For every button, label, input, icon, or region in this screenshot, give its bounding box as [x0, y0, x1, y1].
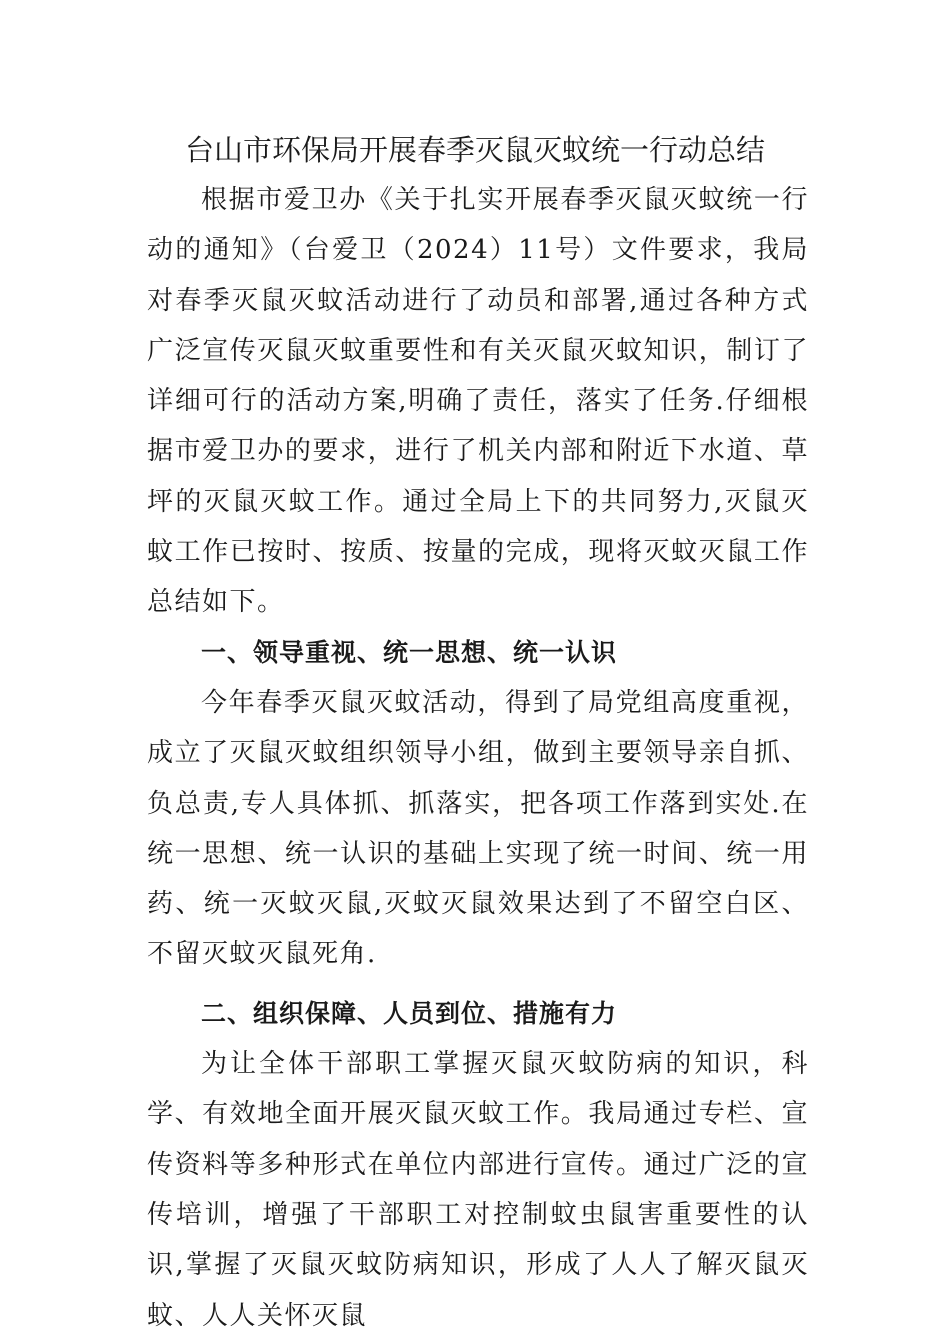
intro-paragraph: 根据市爱卫办《关于扎实开展春季灭鼠灭蚊统一行动的通知》（台爱卫（2024）11号）文件要求，我局对春季灭鼠灭蚊活动进行了动员和部署,通过各种方式广泛宣传灭鼠灭蚊重要性和有关灭鼠灭蚊知识，制订了详细可行的活动方案,明确了责任，落实了任务.仔细根据市爱卫办的要求，进行了机关内部和附近下水道、草坪的灭鼠灭蚊工作。通过全局上下的共同努力,灭鼠灭蚊工作已按时、按质、按量的完成，现将灭蚊灭鼠工作总结如下。 [147, 185, 809, 618]
document-body [147, 175, 809, 1341]
section-body-organization: 为让全体干部职工掌握灭鼠灭蚊防病的知识，科学、有效地全面开展灭鼠灭蚊工作。我局通过专栏、宣传资料等多种形式在单位内部进行宣传。通过广泛的宣传培训，增强了干部职工对控制蚊虫鼠害重要性的认识,掌握了灭鼠灭蚊防病知识，形成了人人了解灭鼠灭蚊、人人关怀灭鼠 [147, 1049, 809, 1331]
paragraph-spacer [147, 980, 809, 989]
document-title: 台山市环保局开展春季灭鼠灭蚊统一行动总结 [184, 133, 765, 167]
section-heading-organization: 二、组织保障、人员到位、措施有力 [201, 998, 618, 1028]
section-heading-leadership: 一、领导重视、统一思想、统一认识 [201, 637, 618, 667]
section-body-leadership: 今年春季灭鼠灭蚊活动，得到了局党组高度重视，成立了灭鼠灭蚊组织领导小组，做到主要领导亲自抓、负总责,专人具体抓、抓落实，把各项工作落到实处.在统一思想、统一认识的基础上实现了统一时间、统一用药、统一灭蚊灭鼠,灭蚊灭鼠效果达到了不留空白区、不留灭蚊灭鼠死角. [147, 687, 809, 970]
